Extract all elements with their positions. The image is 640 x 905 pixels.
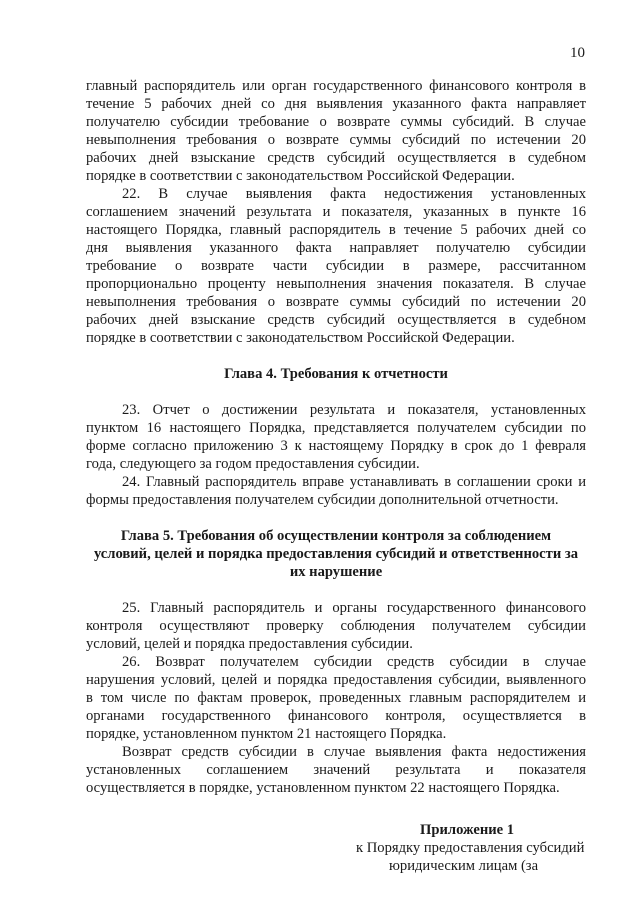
text-line: требование о возврате части субсидии в размере, рассчитанном xyxy=(86,258,586,274)
text-line: органами государственного финансового контроля, осуществляется в xyxy=(86,708,586,724)
text-line: установленных соглашением значений результата и показателя xyxy=(86,762,586,778)
text-line: невыполнения требования о возврате суммы субсидий по истечении 20 xyxy=(86,132,586,148)
appendix-subtitle-line: к Порядку предоставления субсидий xyxy=(356,840,585,856)
text-line: порядке в соответствии с законодательством Российской Федерации. xyxy=(86,168,515,184)
text-line: форме согласно приложению 3 к настоящему Порядку в срок до 1 февраля xyxy=(86,438,586,454)
text-line: пунктом 16 настоящего Порядка, представляется получателем субсидии по xyxy=(86,420,586,436)
chapter-4-heading: Глава 4. Требования к отчетности xyxy=(224,366,448,382)
paragraph-24-start: 24. Главный распорядитель вправе устанавливать в соглашении сроки и xyxy=(122,474,586,490)
text-line: рабочих дней взыскание средств субсидий осуществляется в судебном xyxy=(86,150,586,166)
text-line: настоящего Порядка, главный распорядитель в течение 5 рабочих дней со xyxy=(86,222,586,238)
paragraph-26-start: 26. Возврат получателем субсидии средств субсидии в случае xyxy=(122,654,586,670)
paragraph-return-start: Возврат средств субсидии в случае выявления факта недостижения xyxy=(122,744,586,760)
paragraph-22-start: 22. В случае выявления факта недостижения установленных xyxy=(122,186,586,202)
text-line: порядке в соответствии с законодательством Российской Федерации. xyxy=(86,330,515,346)
text-line: течение 5 рабочих дней со дня выявления указанного факта направляет xyxy=(86,96,586,112)
text-line: условий, целей и порядка предоставления субсидии. xyxy=(86,636,413,652)
chapter-5-heading-line: Глава 5. Требования об осуществлении контроля за соблюдением xyxy=(120,528,552,544)
text-line: соглашением значений результата и показателя, указанных в пункте 16 xyxy=(86,204,586,220)
chapter-5-heading-line: их нарушение xyxy=(289,564,383,580)
text-line: рабочих дней взыскание средств субсидий осуществляется в судебном xyxy=(86,312,586,328)
text-line: года, следующего за годом предоставления субсидии. xyxy=(86,456,420,472)
text-line: нарушения условий, целей и порядка предоставления субсидии, выявленного xyxy=(86,672,586,688)
text-line: формы предоставления получателем субсидии дополнительной отчетности. xyxy=(86,492,559,508)
paragraph-23-start: 23. Отчет о достижении результата и показателя, установленных xyxy=(122,402,586,418)
appendix-title: Приложение 1 xyxy=(420,822,515,838)
text-line: получателю субсидии требование о возврате суммы субсидий. В случае xyxy=(86,114,586,130)
text-line: пропорционально проценту невыполнения значения показателя. В случае xyxy=(86,276,586,292)
text-line: дня выявления указанного факта направляет получателю субсидии xyxy=(86,240,586,256)
text-line: контроля осуществляют проверку соблюдения получателем субсидии xyxy=(86,618,586,634)
text-line: невыполнения требования о возврате суммы субсидий по истечении 20 xyxy=(86,294,586,310)
text-line: осуществляется в порядке, установленном пунктом 22 настоящего Порядка. xyxy=(86,780,560,796)
chapter-5-heading-line: условий, целей и порядка предоставления субсидий и ответственности за xyxy=(93,546,579,562)
paragraph-25-start: 25. Главный распорядитель и органы государственного финансового xyxy=(122,600,586,616)
page-number: 10 xyxy=(570,45,585,61)
appendix-subtitle-line: юридическим лицам (за xyxy=(389,858,539,874)
text-line: порядке, установленном пунктом 21 настоящего Порядка. xyxy=(86,726,447,742)
text-line: в том числе по фактам проверок, проведенных главным распорядителем и xyxy=(86,690,586,706)
text-line: главный распорядитель или орган государственного финансового контроля в xyxy=(86,78,586,94)
